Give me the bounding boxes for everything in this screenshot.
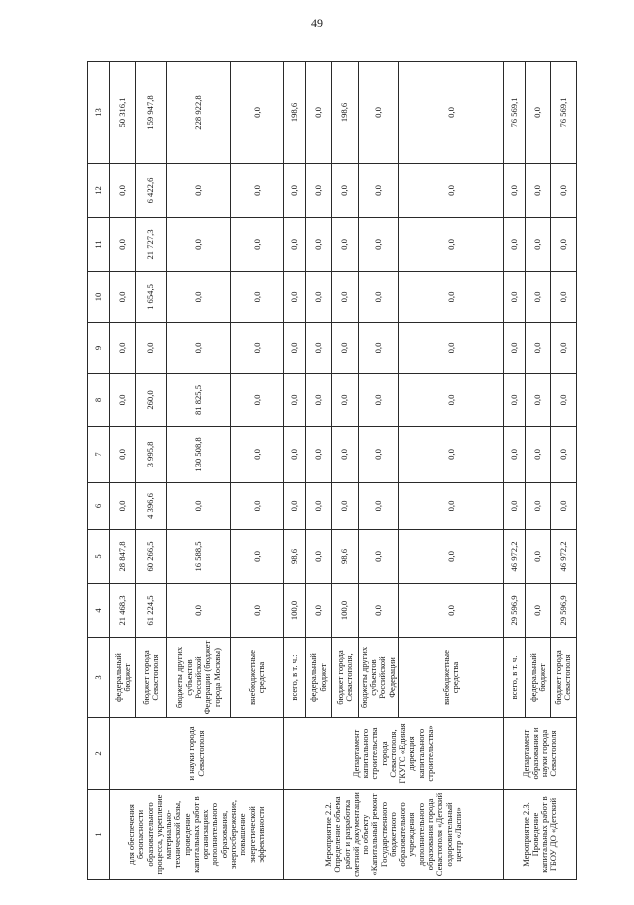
- value-cell: 0,0: [399, 483, 504, 530]
- total-cell: 0,0: [526, 62, 550, 164]
- header-cell: 1: [88, 790, 110, 880]
- measure-description: для обеспечения безопасности образовательного процесса, укрепление материально-технической базы, проведение капитальных работ в организациях дополнительного образования, энергосбережение, повышение энергетической эффективности: [110, 790, 284, 880]
- value-cell: 0,0: [550, 374, 576, 427]
- value-cell: 0,0: [399, 164, 504, 218]
- value-cell: 0,0: [306, 374, 332, 427]
- funding-source: всего, в т. ч.:: [283, 638, 305, 718]
- header-cell: 5: [88, 530, 110, 584]
- value-cell: 0,0: [399, 427, 504, 483]
- value-cell: 0,0: [504, 374, 526, 427]
- rotated-table-wrapper: [87, 62, 577, 880]
- value-cell: 0,0: [110, 427, 136, 483]
- value-cell: 0,0: [399, 272, 504, 323]
- value-cell: 0,0: [283, 427, 305, 483]
- value-cell: 0,0: [110, 374, 136, 427]
- value-cell: 0,0: [332, 272, 358, 323]
- value-cell: 0,0: [283, 323, 305, 374]
- value-cell: 0,0: [504, 164, 526, 218]
- page-number: 49: [311, 16, 323, 30]
- value-cell: 46 972,2: [504, 530, 526, 584]
- funding-source: внебюджетные средства: [399, 638, 504, 718]
- value-cell: 1 654,5: [136, 272, 166, 323]
- value-cell: 0,0: [526, 374, 550, 427]
- value-cell: 0,0: [231, 272, 284, 323]
- value-cell: 0,0: [283, 272, 305, 323]
- table-row: [283, 62, 305, 880]
- value-cell: 0,0: [358, 530, 399, 584]
- value-cell: 0,0: [526, 427, 550, 483]
- value-cell: 0,0: [306, 218, 332, 272]
- value-cell: 0,0: [166, 584, 231, 638]
- value-cell: 0,0: [332, 323, 358, 374]
- value-cell: 81 825,5: [166, 374, 231, 427]
- value-cell: 0,0: [358, 374, 399, 427]
- value-cell: 0,0: [358, 427, 399, 483]
- header-cell: 6: [88, 483, 110, 530]
- total-cell: 0,0: [358, 62, 399, 164]
- value-cell: 0,0: [332, 483, 358, 530]
- measure-description: Мероприятие 2.3. Проведение капитальных работ в ГБОУ ДО «Детский: [504, 790, 577, 880]
- value-cell: 0,0: [504, 427, 526, 483]
- value-cell: 28 847,8: [110, 530, 136, 584]
- header-cell: 2: [88, 718, 110, 790]
- funding-source: бюджеты других субъектов Российской Федерации (бюджет города Москвы): [166, 638, 231, 718]
- value-cell: 0,0: [526, 164, 550, 218]
- value-cell: 21 468,3: [110, 584, 136, 638]
- value-cell: 100,0: [332, 584, 358, 638]
- value-cell: 0,0: [332, 218, 358, 272]
- value-cell: 0,0: [306, 584, 332, 638]
- value-cell: 0,0: [358, 584, 399, 638]
- measure-description: Мероприятие 2.2. Определение объема работ и разработка сметной документации по объекту «Капитальный ремонт Государственного бюджетного образовательного учреждения дополнительного образования города Севастополя «Детский оздоровительный центр «Ласпи»: [283, 790, 503, 880]
- value-cell: 0,0: [306, 323, 332, 374]
- value-cell: 46 972,2: [550, 530, 576, 584]
- header-row: [88, 62, 110, 880]
- value-cell: 0,0: [358, 164, 399, 218]
- value-cell: 21 727,3: [136, 218, 166, 272]
- table-row: [504, 62, 526, 880]
- responsible-executor: Департамент образования и науки города Севастополя: [504, 718, 577, 790]
- rotated-table-container: [87, 62, 577, 880]
- total-cell: 198,6: [283, 62, 305, 164]
- funding-source: бюджеты других субъектов Российской Федерации: [358, 638, 399, 718]
- value-cell: 130 508,8: [166, 427, 231, 483]
- funding-source: федеральный бюджет: [526, 638, 550, 718]
- header-cell: 11: [88, 218, 110, 272]
- total-cell: 198,6: [332, 62, 358, 164]
- funding-source: бюджет города Севастополя,: [332, 638, 358, 718]
- header-cell: 13: [88, 62, 110, 164]
- value-cell: 60 266,5: [136, 530, 166, 584]
- value-cell: 0,0: [166, 272, 231, 323]
- value-cell: 0,0: [399, 584, 504, 638]
- value-cell: 100,0: [283, 584, 305, 638]
- value-cell: 0,0: [358, 323, 399, 374]
- funding-source: федеральный бюджет: [306, 638, 332, 718]
- header-cell: 12: [88, 164, 110, 218]
- value-cell: 0,0: [231, 323, 284, 374]
- value-cell: 0,0: [231, 530, 284, 584]
- value-cell: 0,0: [358, 272, 399, 323]
- value-cell: 0,0: [550, 218, 576, 272]
- value-cell: 0,0: [550, 164, 576, 218]
- value-cell: 0,0: [526, 483, 550, 530]
- value-cell: 0,0: [166, 164, 231, 218]
- value-cell: 0,0: [306, 483, 332, 530]
- value-cell: 0,0: [231, 483, 284, 530]
- value-cell: 0,0: [526, 218, 550, 272]
- value-cell: 98,6: [283, 530, 305, 584]
- funding-source: федеральный бюджет: [110, 638, 136, 718]
- value-cell: 0,0: [306, 164, 332, 218]
- value-cell: 0,0: [358, 218, 399, 272]
- value-cell: 0,0: [399, 530, 504, 584]
- value-cell: 0,0: [399, 218, 504, 272]
- funding-source: внебюджетные средства: [231, 638, 284, 718]
- value-cell: 0,0: [166, 218, 231, 272]
- header-cell: 3: [88, 638, 110, 718]
- value-cell: 6 422,6: [136, 164, 166, 218]
- funding-source: всего, в т. ч.: [504, 638, 526, 718]
- value-cell: 260,0: [136, 374, 166, 427]
- value-cell: 0,0: [504, 483, 526, 530]
- value-cell: 0,0: [358, 483, 399, 530]
- value-cell: 0,0: [332, 164, 358, 218]
- budget-table: [87, 61, 577, 880]
- header-cell: 10: [88, 272, 110, 323]
- value-cell: 0,0: [526, 272, 550, 323]
- value-cell: 0,0: [231, 164, 284, 218]
- value-cell: 0,0: [504, 323, 526, 374]
- value-cell: 0,0: [166, 483, 231, 530]
- total-cell: 159 947,8: [136, 62, 166, 164]
- value-cell: 0,0: [550, 483, 576, 530]
- value-cell: 29 596,9: [550, 584, 576, 638]
- value-cell: 0,0: [136, 323, 166, 374]
- value-cell: 0,0: [283, 164, 305, 218]
- responsible-executor: Департамент капитального строительства города Севастополя, ГКУГС «Единая дирекция капитального строительства»: [283, 718, 503, 790]
- value-cell: 0,0: [110, 218, 136, 272]
- value-cell: 0,0: [526, 584, 550, 638]
- total-cell: 0,0: [231, 62, 284, 164]
- value-cell: 0,0: [306, 272, 332, 323]
- funding-source: бюджет города Севастополя: [136, 638, 166, 718]
- value-cell: 0,0: [231, 584, 284, 638]
- value-cell: 0,0: [526, 530, 550, 584]
- funding-source: бюджет города Севастополя: [550, 638, 576, 718]
- value-cell: 0,0: [110, 323, 136, 374]
- total-cell: 0,0: [399, 62, 504, 164]
- value-cell: 0,0: [231, 218, 284, 272]
- total-cell: 50 316,1: [110, 62, 136, 164]
- value-cell: 0,0: [504, 272, 526, 323]
- value-cell: 0,0: [332, 374, 358, 427]
- value-cell: 0,0: [231, 427, 284, 483]
- value-cell: 0,0: [283, 374, 305, 427]
- value-cell: 0,0: [110, 272, 136, 323]
- value-cell: 61 224,5: [136, 584, 166, 638]
- value-cell: 3 995,8: [136, 427, 166, 483]
- header-cell: 7: [88, 427, 110, 483]
- value-cell: 0,0: [283, 483, 305, 530]
- total-cell: 0,0: [306, 62, 332, 164]
- value-cell: 29 596,9: [504, 584, 526, 638]
- value-cell: 0,0: [110, 483, 136, 530]
- table-row: [110, 62, 136, 880]
- total-cell: 76 569,1: [550, 62, 576, 164]
- value-cell: 4 396,6: [136, 483, 166, 530]
- value-cell: 0,0: [110, 164, 136, 218]
- value-cell: 0,0: [526, 323, 550, 374]
- value-cell: 16 588,5: [166, 530, 231, 584]
- value-cell: 0,0: [550, 323, 576, 374]
- value-cell: 0,0: [306, 427, 332, 483]
- value-cell: 98,6: [332, 530, 358, 584]
- value-cell: 0,0: [283, 218, 305, 272]
- responsible-executor: и науки города Севастополя: [110, 718, 284, 790]
- value-cell: 0,0: [306, 530, 332, 584]
- value-cell: 0,0: [399, 374, 504, 427]
- value-cell: 0,0: [550, 427, 576, 483]
- header-cell: 9: [88, 323, 110, 374]
- total-cell: 76 569,1: [504, 62, 526, 164]
- value-cell: 0,0: [332, 427, 358, 483]
- value-cell: 0,0: [231, 374, 284, 427]
- value-cell: 0,0: [550, 272, 576, 323]
- header-cell: 4: [88, 584, 110, 638]
- value-cell: 0,0: [504, 218, 526, 272]
- value-cell: 0,0: [399, 323, 504, 374]
- header-cell: 8: [88, 374, 110, 427]
- total-cell: 228 922,8: [166, 62, 231, 164]
- value-cell: 0,0: [166, 323, 231, 374]
